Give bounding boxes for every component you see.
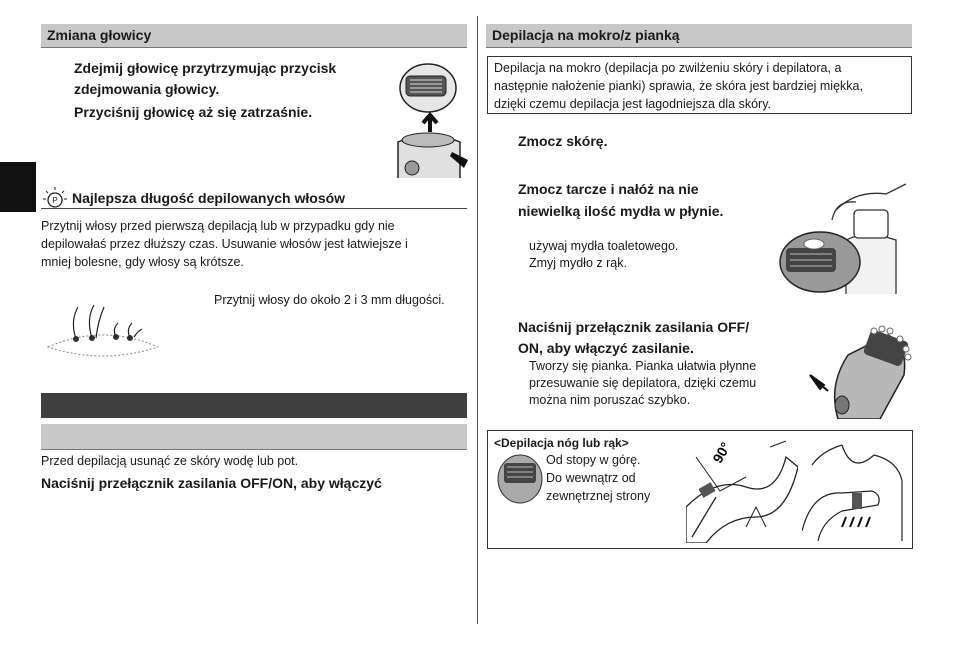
before-depilation-text: Przed depilacją usunąć ze skóry wodę lub pot. [41, 454, 299, 468]
step2-line2: niewielką ilość mydła w płynie. [518, 203, 724, 219]
info-line3: dzięki czemu depilacja jest łagodniejsza dla skóry. [494, 97, 771, 111]
section-header-wet [486, 24, 912, 48]
angle-label: 90° [709, 439, 734, 466]
legs-line1: Od stopy w górę. [546, 453, 641, 467]
remove-head-line2: zdejmowania głowicy. [74, 81, 220, 97]
press-switch-text: Naciśnij przełącznik zasilania OFF/ON, aby włączyć [41, 475, 382, 491]
side-tab-marker [0, 162, 36, 212]
section-header-head-change [41, 24, 467, 48]
foam-line2: przesuwanie się depilatora, dzięki czemu [529, 376, 757, 390]
step3-line1: Naciśnij przełącznik zasilania OFF/ [518, 319, 750, 335]
soap-illustration [776, 180, 910, 294]
column-divider [477, 16, 478, 624]
step2-line1: Zmocz tarcze i nałóż na nie [518, 181, 699, 197]
tip-text-line3: mniej bolesne, gdy włosy są krótsze. [41, 255, 244, 269]
foam-illustration [808, 325, 912, 419]
small-head-icon [496, 453, 544, 505]
legs-line2: Do wewnątrz od [546, 471, 636, 485]
info-line2: następnie nałożenie pianki) sprawia, że skóra jest bardziej miękka, [494, 79, 863, 93]
push-head-line: Przyciśnij głowicę aż się zatrzaśnie. [74, 104, 313, 120]
step3-line2: ON, aby włączyć zasilanie. [518, 340, 694, 356]
trim-caption: Przytnij włosy do około 2 i 3 mm długości. [214, 293, 445, 307]
legs-arms-title: <Depilacja nóg lub rąk> [494, 436, 629, 450]
info-line1: Depilacja na mokro (depilacja po zwilżeniu skóry i depilatora, a [494, 61, 842, 75]
light-section-bar [41, 424, 467, 450]
legs-line3: zewnętrznej strony [546, 489, 651, 503]
tip-text-line2: depilowałaś przez dłuższy czas. Usuwanie włosów jest łatwiejsze i [41, 237, 408, 251]
dark-section-bar [41, 393, 467, 418]
hair-skin-illustration [46, 303, 160, 357]
section-header-text: Depilacja na mokro/z pianką [492, 27, 680, 43]
tip-title: Najlepsza długość depilowanych włosów [72, 190, 346, 206]
svg-text:P: P [52, 196, 58, 205]
step1-text: Zmocz skórę. [518, 133, 608, 149]
foam-line1: Tworzy się pianka. Pianka ułatwia płynne [529, 359, 757, 373]
info-box [487, 56, 912, 114]
tip-text-line1: Przytnij włosy przed pierwszą depilacją lub w przypadku gdy nie [41, 219, 395, 233]
head-change-illustration [390, 60, 470, 178]
soap-note-line2: Zmyj mydło z rąk. [529, 256, 627, 270]
remove-head-line1: Zdejmij głowicę przytrzymując przycisk [74, 60, 337, 76]
arm-illustration [802, 441, 908, 541]
section-header-text: Zmiana głowicy [47, 27, 152, 43]
soap-note-line1: używaj mydła toaletowego. [529, 239, 679, 253]
tip-underline [41, 208, 467, 209]
foam-line3: można nim poruszać szybko. [529, 393, 691, 407]
legs-arms-box [487, 430, 913, 549]
leg-illustration [686, 437, 798, 543]
